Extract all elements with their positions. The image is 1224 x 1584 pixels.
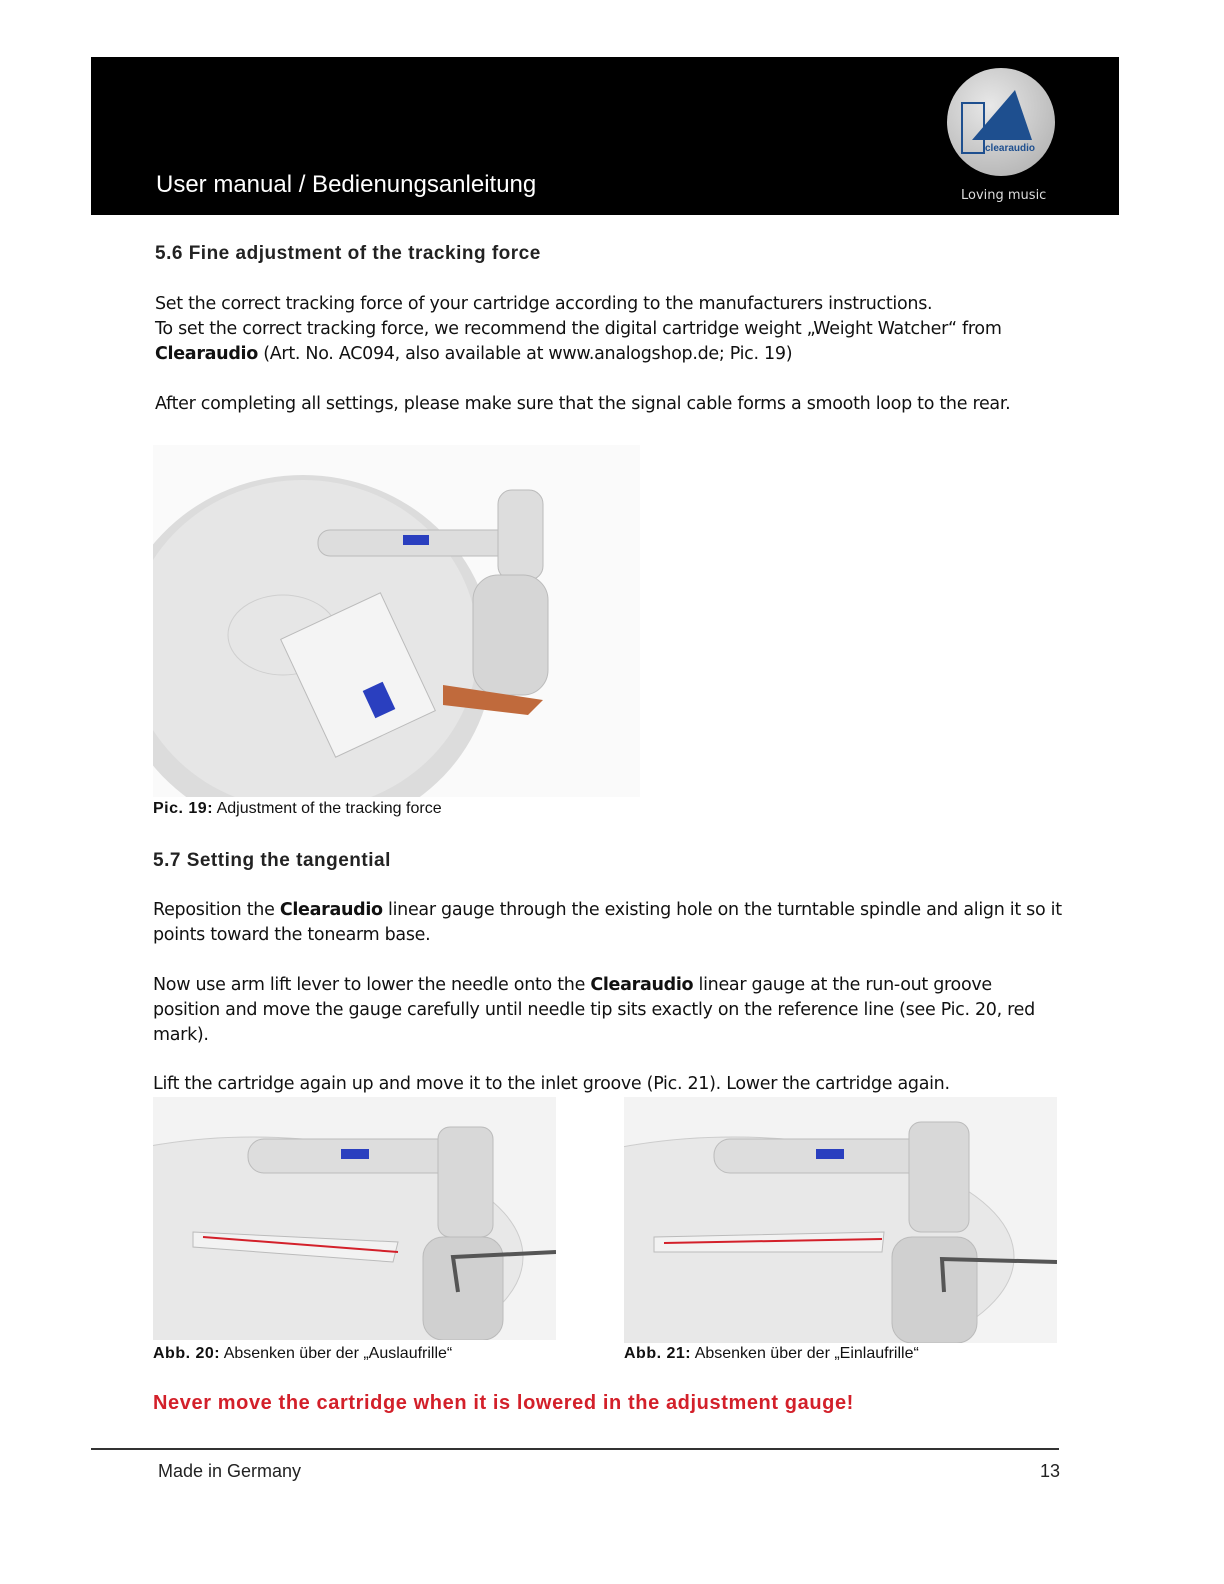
text: linear gauge at the run-out groove position and move the gauge carefully until needle tip sits exactly on the reference line (see Pic. 20, red mark).	[153, 975, 1035, 1045]
paragraph-inlet-groove: Lift the cartridge again up and move it to the inlet groove (Pic. 21). Lower the cartridge again.	[153, 1074, 950, 1094]
document-title: User manual / Bedienungsanleitung	[156, 171, 537, 198]
pic-20-image	[153, 1097, 556, 1340]
caption-text: Adjustment of the tracking force	[213, 800, 442, 817]
text: Now use arm lift lever to lower the needle onto the	[153, 975, 591, 995]
section-heading-5-7: 5.7 Setting the tangential	[153, 850, 391, 871]
text: To set the correct tracking force, we recommend the digital cartridge weight „Weight Watcher“ from	[155, 319, 1002, 339]
pic-19-caption	[153, 800, 442, 818]
pic-19-image	[153, 445, 640, 797]
text: linear gauge through the existing hole on the turntable spindle and align it so it points toward the tonearm base.	[153, 900, 1062, 945]
paragraph-lower-needle	[153, 973, 1063, 1048]
pic-21-caption	[624, 1345, 919, 1363]
caption-text: Absenken über der „Einlaufrille“	[691, 1345, 919, 1362]
footer-divider	[91, 1448, 1059, 1450]
header-bar	[91, 57, 1119, 215]
brand-name: Clearaudio	[590, 975, 694, 995]
caption-label: Pic. 19:	[153, 800, 214, 817]
brand-name: Clearaudio	[279, 900, 383, 920]
caption-label: Abb. 20:	[153, 1345, 221, 1362]
svg-text:clearaudio: clearaudio	[985, 143, 1036, 154]
paragraph-tracking-force	[155, 292, 1075, 367]
section-heading-5-6: 5.6 Fine adjustment of the tracking force	[155, 243, 541, 264]
caption-label: Abb. 21:	[624, 1345, 692, 1362]
pic-21-image	[624, 1097, 1057, 1343]
page-number: 13	[1040, 1461, 1061, 1481]
footer-made-in: Made in Germany	[158, 1461, 302, 1481]
warning-text: Never move the cartridge when it is lowered in the adjustment gauge!	[153, 1392, 854, 1414]
paragraph-signal-cable: After completing all settings, please make sure that the signal cable forms a smooth loop to the rear.	[155, 394, 1011, 414]
caption-text: Absenken über der „Auslaufrille“	[220, 1345, 453, 1362]
text: Reposition the	[153, 900, 280, 920]
pic-20-caption	[153, 1345, 452, 1363]
brand-name: Clearaudio	[155, 344, 258, 364]
clearaudio-logo	[947, 68, 1055, 176]
paragraph-reposition-gauge	[153, 898, 1063, 948]
text: Set the correct tracking force of your cartridge according to the manufacturers instructions.	[155, 294, 933, 314]
text: (Art. No. AC094, also available at www.analogshop.de; Pic. 19)	[257, 344, 793, 364]
slogan: Loving music	[961, 188, 1047, 203]
